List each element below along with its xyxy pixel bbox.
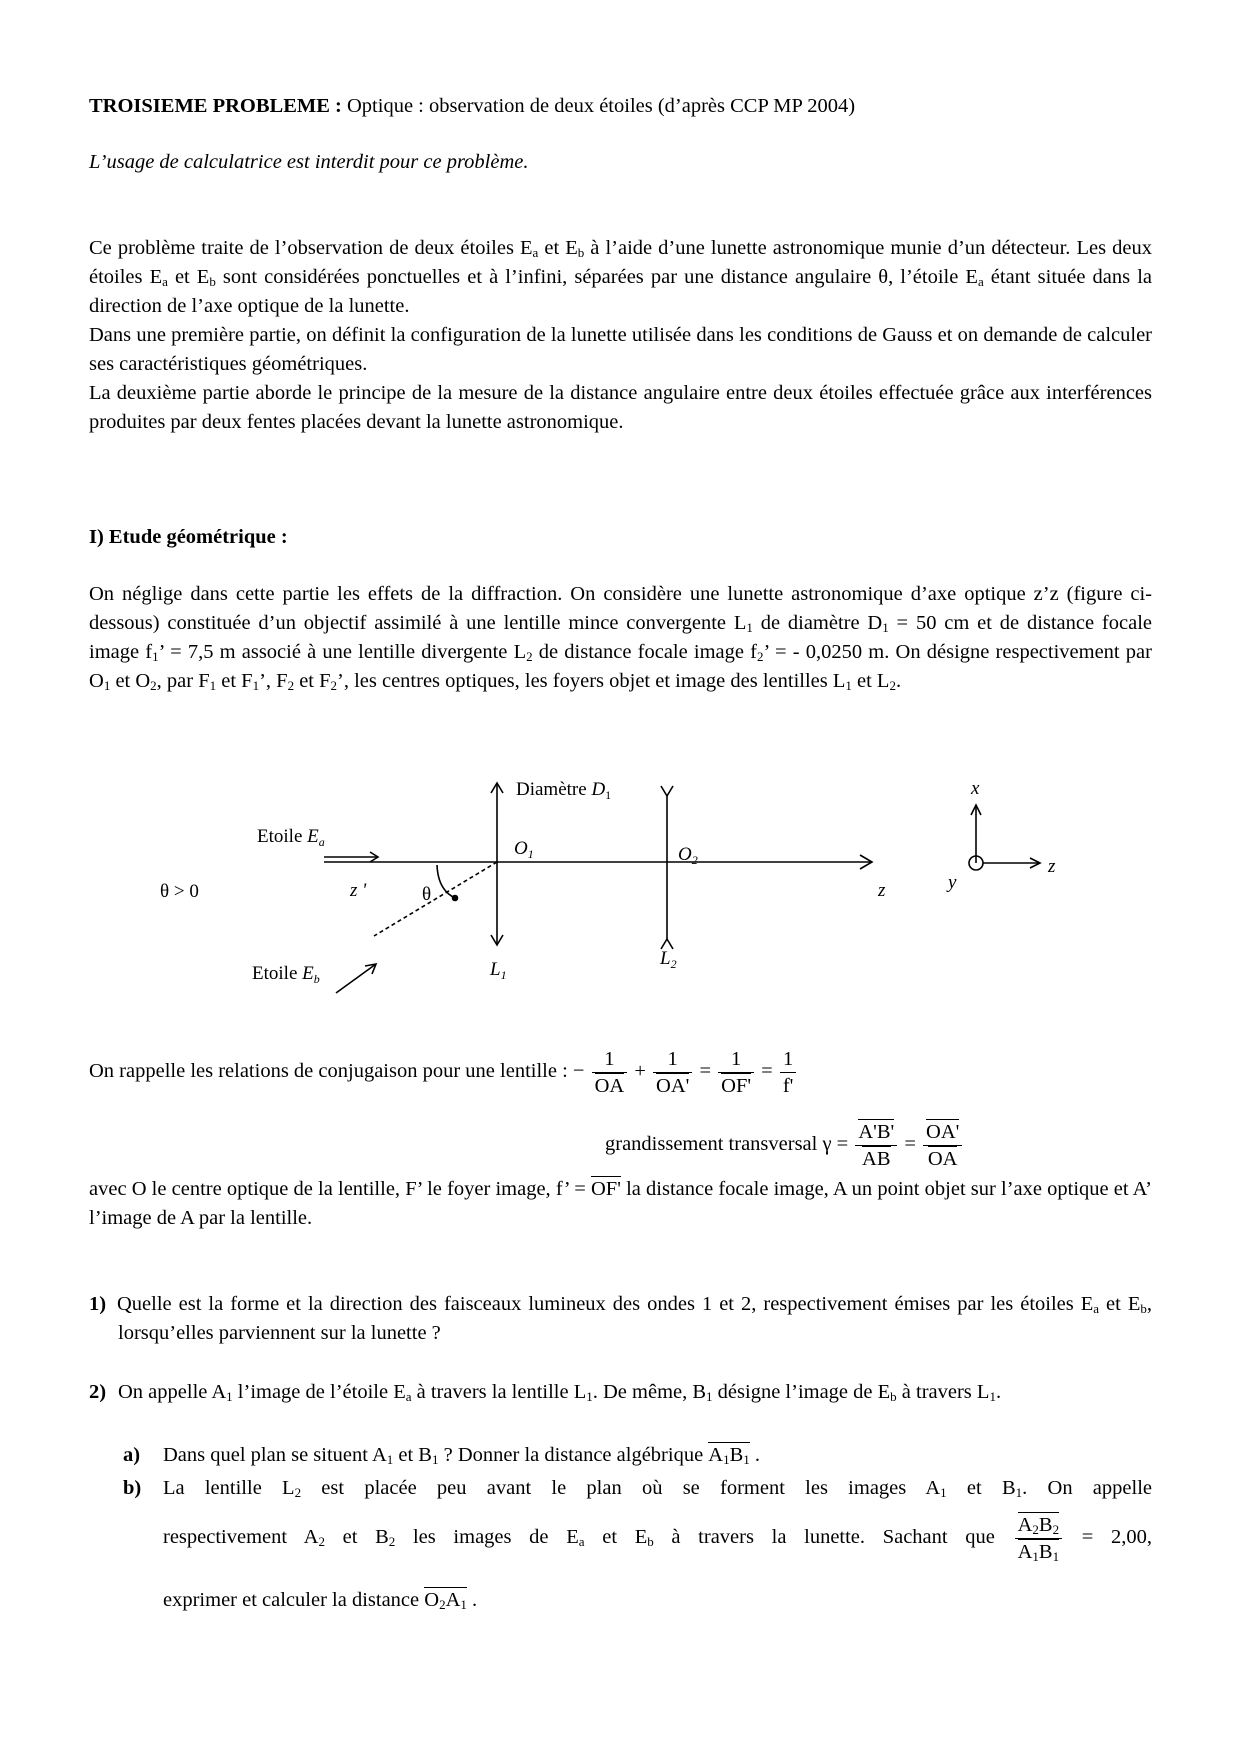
axis-y-label: y (948, 872, 957, 893)
question-1 (89, 1290, 1152, 1348)
theta-condition: θ > 0 (160, 881, 199, 902)
conjugation-formula: − $\frac{1}{OA}$ + $\frac{1}{OA'}$ = $\frac{1}{OF'}$ = $\frac{1}{f'}$ (573, 1060, 798, 1082)
theta-label: θ (422, 884, 432, 905)
intro-para-2: Dans une première partie, on définit la configuration de la lunette utilisée dans les conditions de Gauss et on demande de calculer ses caractéristiques géométriques. (89, 324, 1152, 375)
definitions: avec O le centre optique de la lentille, F’ le foyer image, f’ = OF' la distance focale image, A un point objet sur l’axe optique et A’ l’image de A par la lentille. (89, 1178, 1152, 1229)
q2-number: 2) (89, 1381, 107, 1403)
problem-title-bold: TROISIEME PROBLEME : (89, 95, 342, 117)
problem-title-rest: Optique : observation de deux étoiles (d’après CCP MP 2004) (341, 95, 856, 117)
z-prime-label: z ' (350, 880, 367, 901)
magnification-line (605, 1119, 964, 1172)
magnification-label: grandissement transversal γ = (605, 1133, 854, 1156)
o2-label: $O_2$ (678, 844, 698, 867)
axis-z-label: z (1048, 856, 1056, 877)
question-2: On appelle $A_1$ l’image de l’étoile $E_a$ à travers la lentille $L_1$. De même, $B_1$ désigne l’image de $E_b$ à travers $L_1$. (118, 1381, 1002, 1404)
star-b-label: Etoile $E_b$ (252, 963, 320, 986)
o1-label: $O_1$ (514, 838, 534, 861)
section-heading: I) Etude géométrique : (89, 526, 288, 548)
diameter-label: Diamètre $D_1$ (516, 779, 612, 802)
ray-b-arrow (336, 964, 376, 993)
question-2b-line3: exprimer et calculer la distance $O_2A_1$ . (163, 1589, 478, 1612)
question-2b-line2: respectivement $A_2$ et $B_2$ les images de $E_a$ et $E_b$ à travers la lunette. Sachant que $\frac{A_2B_2}{A_1B_1}$ = 2,00, (163, 1514, 1153, 1564)
question-1-text: Quelle est la forme et la direction des faisceaux lumineux des ondes 1 et 2, respectivement émises par les étoiles $E_a$ et $E_b$, lorsqu’elles parviennent sur la lunette ? (117, 1293, 1152, 1344)
l2-label: $L_2$ (660, 948, 677, 971)
intro-para-1: Ce problème traite de l’observation de deux étoiles $E_a$ et $E_b$ à l’aide d’une lunette astronomique munie d’un détecteur. Les deux étoiles $E_a$ et $E_b$ sont considérées ponctuelles et à l’infini, séparées par une distance angulaire θ, l’étoile $E_a$ étant située dans la direction de l’axe optique de la lunette. (89, 237, 1152, 317)
intro-para-3: La deuxième partie aborde le principe de la mesure de la distance angulaire entre deux étoiles effectuée grâce aux interférences produites par deux fentes placées devant la lunette astronomique. (89, 382, 1152, 433)
conjugation-line (89, 1046, 798, 1099)
q2a-number: a) (123, 1444, 141, 1466)
calculator-note: L’usage de calculatrice est interdit pour ce problème. (89, 151, 529, 173)
l1-label: $L_1$ (490, 959, 507, 982)
star-a-label: Etoile $E_a$ (257, 826, 325, 849)
q2b-number: b) (123, 1477, 142, 1499)
question-2a: Dans quel plan se situent $A_1$ et $B_1$ ? Donner la distance algébrique $A_1B_1$ . (163, 1444, 761, 1467)
z-label: z (878, 880, 886, 901)
axis-x-label: x (971, 778, 980, 799)
question-2b-line1: La lentille $L_2$ est placée peu avant le plan où se forment les images $A_1$ et $B_1$. On appelle (163, 1477, 1152, 1500)
magnification-formula: $\frac{A'B'}{AB}$ = $\frac{OA'}{OA}$ (853, 1133, 964, 1155)
ray-b-dashed (374, 862, 497, 936)
conjugation-intro: On rappelle les relations de conjugaison pour une lentille : (89, 1060, 568, 1083)
section-para: On néglige dans cette partie les effets de la diffraction. On considère une lunette astronomique d’axe optique z’z (figure ci-dessous) constituée d’un objectif assimilé à une lentille mince convergente $L_1$ de diamètre $D_1 = 50$ cm et de distance focale image $f_1$’ = 7,5 m associé à une lentille divergente $L_2$ de distance focale image $f_2$’ = - 0,0250 m. On désigne respectivement par $O_1$ et $O_2$, par $F_1$ et $F_1$’, $F_2$ et $F_2$’, les centres optiques, les foyers objet et image des lentilles $L_1$ et $L_2$. (89, 583, 1152, 693)
q1-number: 1) (89, 1293, 107, 1315)
